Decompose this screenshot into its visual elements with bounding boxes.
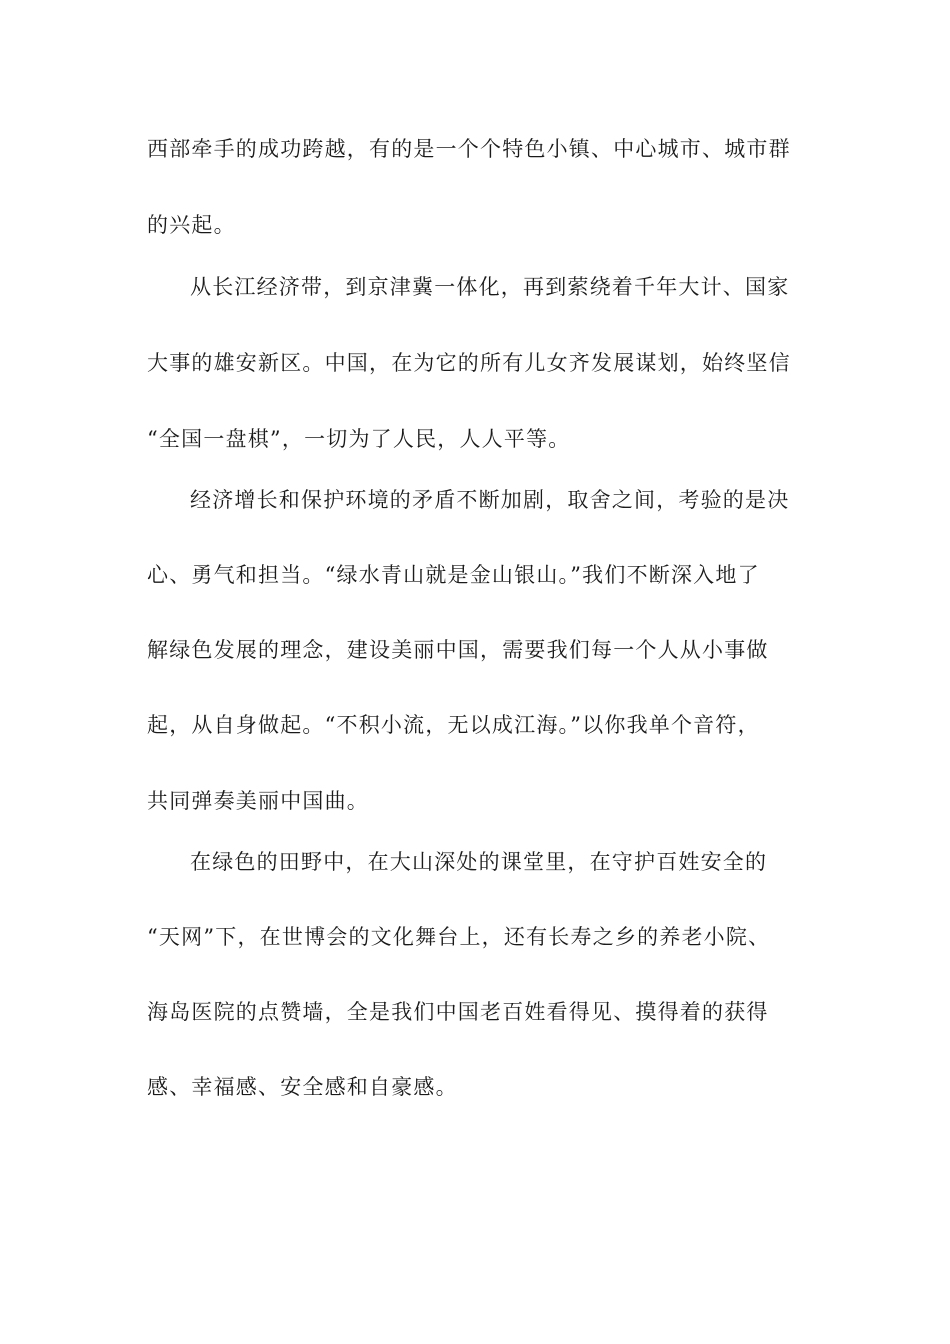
text-line: 西部牵手的成功跨越，有的是一个个特色小镇、中心城市、城市群 xyxy=(147,137,791,161)
text-line: 解绿色发展的理念，建设美丽中国，需要我们每一个人从小事做 xyxy=(147,638,769,662)
text-line: 海岛医院的点赞墙，全是我们中国老百姓看得见、摸得着的获得 xyxy=(147,1000,769,1024)
text-line: 在绿色的田野中，在大山深处的课堂里，在守护百姓安全的 xyxy=(190,850,768,874)
text-line: 共同弹奏美丽中国曲。 xyxy=(147,789,369,813)
text-line: “全国一盘棋”，一切为了人民，人人平等。 xyxy=(147,427,571,451)
text-line: 的兴起。 xyxy=(147,213,236,237)
text-line: 大事的雄安新区。中国，在为它的所有儿女齐发展谋划，始终坚信 xyxy=(147,351,791,375)
text-line: “天网”下，在世博会的文化舞台上，还有长寿之乡的养老小院、 xyxy=(147,925,771,949)
text-line: 感、幸福感、安全感和自豪感。 xyxy=(147,1075,458,1099)
text-line: 经济增长和保护环境的矛盾不断加剧，取舍之间，考验的是决 xyxy=(190,488,790,512)
text-line: 心、勇气和担当。“绿水青山就是金山银山。”我们不断深入地了 xyxy=(147,563,760,587)
text-line: 从长江经济带，到京津冀一体化，再到萦绕着千年大计、国家 xyxy=(190,275,790,299)
text-line: 起，从自身做起。“不积小流，无以成江海。”以你我单个音符， xyxy=(147,713,760,737)
